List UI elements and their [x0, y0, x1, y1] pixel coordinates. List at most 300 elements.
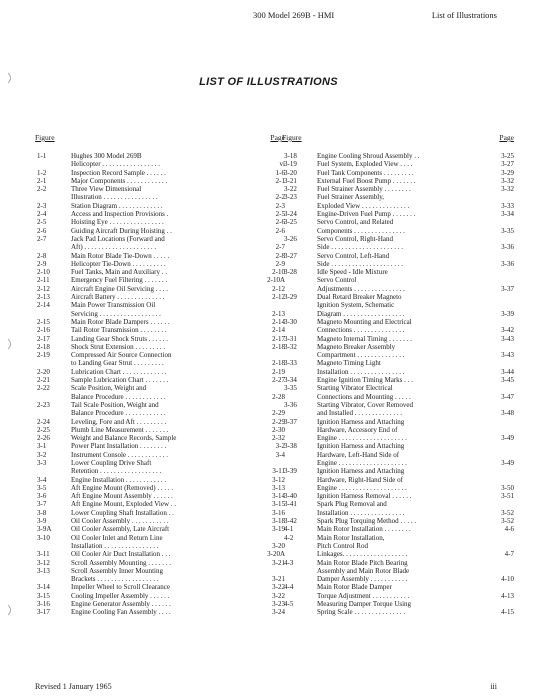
figure-number: 3-5 — [37, 483, 47, 492]
page-reference: 3-4 — [275, 450, 285, 459]
figure-number: 2-15 — [37, 317, 50, 326]
page-reference: 3-13 — [272, 483, 285, 492]
figure-caption: Fuel Strainer Assembly . . . . . . . . — [317, 185, 411, 194]
page-reference: 2-32 — [272, 434, 285, 443]
figure-caption: Engine-Driven Fuel Pump . . . . . . . — [317, 210, 416, 219]
figure-number: 3-33 — [284, 359, 297, 368]
illustration-entry — [35, 185, 285, 202]
illustration-entry — [35, 210, 285, 218]
page-reference: 3-29 — [501, 168, 514, 177]
illustration-entry — [282, 600, 514, 617]
figure-caption: Fuel Tank Components . . . . . . . . . — [317, 168, 414, 177]
figure-caption: Lower Coupling Shaft Installation . . — [71, 508, 174, 517]
page-reference: 2-9 — [275, 259, 285, 268]
illustration-entry — [35, 550, 285, 558]
figure-number: 2-23 — [37, 400, 50, 409]
illustration-entry — [35, 517, 285, 525]
figure-caption: Servo Control, and Related Components . . . . . . . . . . . . . . . — [317, 218, 405, 235]
figure-number: 2-19 — [37, 351, 50, 360]
page-reference: 2-8 — [275, 251, 285, 260]
figure-caption: Main Power Transmission Oil Servicing . . . . . . . . . . . . . . . . . . — [71, 301, 161, 318]
illustration-entry — [35, 301, 285, 318]
figure-number: 3-25 — [284, 218, 297, 227]
figure-number: 2-26 — [37, 434, 50, 443]
page-reference: 2-14 — [272, 326, 285, 335]
page-reference: 3-47 — [501, 392, 514, 401]
page-reference: 3-36 — [501, 259, 514, 268]
page-reference: 3-11 — [272, 467, 285, 476]
page-reference: 2-3 — [275, 201, 285, 210]
column-header — [282, 134, 514, 144]
right-entry-list — [282, 152, 514, 617]
figure-caption: Ignition Harness and Attaching Hardware, Right-Hand Side of Engine . . . . . . . . . . . . . . . . . . . . — [317, 467, 407, 492]
page-reference: 4-10 — [501, 575, 514, 584]
figure-number: 3-38 — [284, 442, 297, 451]
figure-caption: Cooling Impeller Assembly . . . . . . — [71, 591, 170, 600]
illustration-entry — [35, 608, 285, 616]
page-reference: 3-2 — [275, 442, 285, 451]
figure-number: 3-4 — [37, 475, 47, 484]
illustration-entry — [35, 177, 285, 185]
figure-number: 2-12 — [37, 284, 50, 293]
illustration-entry — [282, 359, 514, 376]
illustration-entry — [35, 583, 285, 591]
figure-number: 2-22 — [37, 384, 50, 393]
figure-number: 3-21 — [284, 176, 297, 185]
illustration-entry — [282, 343, 514, 360]
page-reference: 2-10A — [267, 276, 285, 285]
illustration-entry — [35, 252, 285, 260]
figure-caption: Spark Plug Torquing Method . . . . . — [317, 517, 417, 526]
page-reference: 1-6 — [275, 168, 285, 177]
illustration-entry — [35, 227, 285, 235]
figure-caption: Main Rotor Blade Tie-Down . . . . . — [71, 251, 170, 260]
figure-number: 3-36 — [284, 400, 297, 409]
figure-caption: Emergency Fuel Filtering . . . . . . . — [71, 276, 168, 285]
figure-number: 3-28 — [284, 268, 297, 277]
figure-number: 1-2 — [37, 168, 47, 177]
page-title: LIST OF ILLUSTRATIONS — [199, 76, 338, 88]
illustration-entry — [35, 260, 285, 268]
figure-caption: Engine Generator Assembly . . . . . . — [71, 600, 171, 609]
figure-number: 3-19 — [284, 160, 297, 169]
figure-caption: Oil Cooler Assembly . . . . . . . . . . . — [71, 517, 169, 526]
page-reference: 3-48 — [501, 409, 514, 418]
figure-caption: Fuel Tanks, Main and Auxiliary . . — [71, 268, 168, 277]
page-reference: 2-14 — [272, 317, 285, 326]
figure-column-label: Figure — [282, 133, 302, 142]
illustration-entry — [282, 559, 514, 584]
figure-caption: External Fuel Boost Pump . . . . . . . — [317, 176, 416, 185]
illustration-entry — [35, 451, 285, 459]
illustration-entry — [282, 376, 514, 384]
figure-number: 2-4 — [37, 210, 47, 219]
left-entry-list — [35, 152, 285, 617]
illustration-entry — [35, 525, 285, 533]
illustration-entry — [35, 592, 285, 600]
figure-caption: Fuel System, Exploded View . . . . — [317, 160, 413, 169]
page-reference: 2-19 — [272, 367, 285, 376]
page-reference: 2-30 — [272, 425, 285, 434]
figure-caption: Engine Cooling Shroud Assembly . . — [317, 152, 420, 160]
illustration-entry — [35, 476, 285, 484]
page-reference: 3-49 — [501, 458, 514, 467]
page-reference: 3-24 — [272, 608, 285, 617]
figure-number: 3-40 — [284, 492, 297, 501]
page-reference: 2-13 — [272, 309, 285, 318]
page-reference: 3-20A — [267, 550, 285, 559]
figure-caption: Main Rotor Installation . . . . . . . . — [317, 525, 411, 534]
figure-number: 2-10 — [37, 268, 50, 277]
page-reference: 3-22 — [272, 583, 285, 592]
figure-caption: Dual Retard Breaker Magneto Ignition System, Schematic Diagram . . . . . . . . . . . . . . . . . . — [317, 293, 405, 318]
figure-caption: Three View Dimensional Illustration . . . . . . . . . . . . . . . . — [71, 185, 158, 202]
page-column-label: Page — [270, 133, 285, 142]
figure-caption: Aircraft Battery . . . . . . . . . . . . . . — [71, 293, 165, 302]
figure-number: 3-14 — [37, 583, 50, 592]
figure-caption: Instrument Console . . . . . . . . . . . . — [71, 450, 169, 459]
page-reference: 2-29 — [272, 409, 285, 418]
page-reference: 2-12 — [272, 293, 285, 302]
illustration-entry — [282, 467, 514, 492]
figure-caption: Hughes 300 Model 269B Helicopter . . . . . . . . . . . . . . . . . — [71, 152, 161, 169]
page-reference: 2-18 — [272, 342, 285, 351]
illustration-entry — [35, 285, 285, 293]
margin-mark-icon — [6, 604, 14, 616]
page-column-label: Page — [499, 133, 514, 142]
figure-number: 3-39 — [284, 467, 297, 476]
figure-caption: Idle Speed - Idle Mixture Servo Control Adjustments . . . . . . . . . . . . . . . — [317, 268, 405, 293]
figure-caption: Major Components . . . . . . . . . . . . — [71, 176, 168, 185]
illustration-entry — [35, 492, 285, 500]
page-reference: 4-15 — [501, 608, 514, 617]
page-reference: 3-27 — [501, 160, 514, 169]
figure-caption: Measuring Damper Torque Using Spring Scale . . . . . . . . . . . . . . . — [317, 600, 412, 617]
figure-number: 3-30 — [284, 317, 297, 326]
illustration-entry — [35, 293, 285, 301]
page-reference: 3-51 — [501, 492, 514, 501]
page-reference: 4-6 — [504, 525, 514, 534]
illustration-entry — [35, 335, 285, 343]
figure-number: 2-3 — [37, 201, 47, 210]
figure-caption: Engine Ignition Timing Marks . . . — [317, 376, 413, 385]
page-reference: 2-12 — [272, 284, 285, 293]
figure-caption: Tail Rotor Transmission . . . . . . . . — [71, 326, 167, 335]
figure-number: 1-1 — [37, 152, 47, 160]
figure-caption: Starting Vibrator Electrical Connections and Mounting . . . . . — [317, 384, 411, 401]
figure-number: 3-7 — [37, 500, 47, 509]
illustration-entry — [35, 318, 285, 326]
illustration-entry — [35, 384, 285, 401]
illustration-entry — [282, 534, 514, 559]
illustration-entry — [35, 567, 285, 584]
page-reference: 3-36 — [501, 243, 514, 252]
illustration-entry — [35, 276, 285, 284]
page-reference: 2-5 — [275, 210, 285, 219]
figure-number: 3-16 — [37, 600, 50, 609]
illustration-entry — [35, 368, 285, 376]
figure-number: 3-9A — [37, 525, 52, 534]
figure-number: 3-32 — [284, 342, 297, 351]
figure-number: 3-37 — [284, 417, 297, 426]
figure-number: 3-18 — [284, 152, 297, 160]
page-reference: 3-42 — [501, 326, 514, 335]
figure-number: 2-6 — [37, 226, 47, 235]
figure-caption: Plumb Line Measurement . . . . . . . — [71, 425, 169, 434]
figure-number: 3-3 — [37, 458, 47, 467]
illustration-entry — [282, 210, 514, 218]
figure-number: 3-11 — [37, 550, 50, 559]
figure-caption: Compressed Air Source Connection to Landing Gear Strut . . . . . . . . . — [71, 351, 172, 368]
figure-caption: Landing Gear Shock Struts . . . . . . — [71, 334, 169, 343]
page-reference: vi — [279, 160, 285, 169]
figure-caption: Access and Inspection Provisions . — [71, 210, 169, 219]
page-reference: 3-22 — [272, 591, 285, 600]
figure-number: 3-8 — [37, 508, 47, 517]
illustration-entry — [282, 335, 514, 343]
figure-caption: Shock Strut Extension . . . . . . . . . — [71, 342, 166, 351]
figure-number: 3-17 — [37, 608, 50, 617]
illustration-entry — [35, 343, 285, 351]
figure-caption: Hoisting Eye . . . . . . . . . . . . . . . . — [71, 218, 164, 227]
page-reference: 4-7 — [504, 550, 514, 559]
figure-number: 3-6 — [37, 492, 47, 501]
figure-caption: Magneto Mounting and Electrical Connections . . . . . . . . . . . . . . . — [317, 317, 412, 335]
page-reference: 3-20 — [272, 541, 285, 550]
page-reference: 3-44 — [501, 367, 514, 376]
figure-caption: Main Rotor Blade Damper Torque Adjustment . . . . . . . . . . . — [317, 583, 410, 600]
figure-number: 3-22 — [284, 185, 297, 194]
page-reference: 2-28 — [272, 392, 285, 401]
illustration-entry — [282, 185, 514, 193]
page-reference: 3-45 — [501, 376, 514, 385]
figure-caption: Magneto Breaker Assembly Compartment . . . . . . . . . . . . . . — [317, 342, 405, 360]
illustration-entry — [282, 268, 514, 293]
figure-number: 3-1 — [37, 442, 47, 451]
figure-caption: Main Rotor Blade Pitch Bearing Assembly and Main Rotor Blade Damper Assembly . . . . . . . . . . . — [317, 558, 410, 584]
figure-number: 2-18 — [37, 342, 50, 351]
figure-number: 3-15 — [37, 591, 50, 600]
illustration-entry — [282, 293, 514, 318]
figure-caption: Ignition Harness and Attaching Hardware, Accessory End of Engine . . . . . . . . . . . . . . . . . . . . — [317, 417, 407, 443]
page-reference: 2-7 — [275, 243, 285, 252]
page-reference: 3-50 — [501, 483, 514, 492]
illustration-entry — [282, 517, 514, 525]
figure-caption: Sample Lubrication Chart . . . . . . . — [71, 376, 169, 385]
figure-caption: Starting Vibrator, Cover Removed and Installed . . . . . . . . . . . . . . — [317, 400, 413, 418]
figure-number: 2-2 — [37, 185, 47, 194]
illustration-entry — [282, 252, 514, 269]
figure-caption: Jack Pad Locations (Forward and Aft) . . . . . . . . . . . . . . . . . . . . . — [71, 234, 165, 252]
figure-number: 3-23 — [284, 193, 297, 202]
figure-number: 3-26 — [284, 234, 297, 243]
page-reference: 3-21 — [272, 575, 285, 584]
page-reference: 3-21 — [272, 558, 285, 567]
page-reference: 3-25 — [501, 152, 514, 160]
left-column — [35, 134, 285, 617]
illustration-entry — [282, 525, 514, 533]
page-reference: 3-16 — [272, 508, 285, 517]
illustration-entry — [35, 534, 285, 551]
figure-number: 3-27 — [284, 251, 297, 260]
figure-caption: Helicopter Tie-Down . . . . . . . . . . — [71, 259, 166, 268]
figure-number: 2-24 — [37, 417, 50, 426]
illustration-entry — [35, 152, 285, 169]
revision-date: Revised 1 January 1965 — [35, 682, 112, 691]
figure-number: 4-1 — [284, 525, 294, 534]
illustration-entry — [35, 442, 285, 450]
illustration-entry — [282, 401, 514, 418]
page-reference: 3-37 — [501, 284, 514, 293]
page-reference: 3-19 — [272, 525, 285, 534]
page-reference: 4-13 — [501, 591, 514, 600]
figure-caption: Impeller Wheel to Scroll Clearance — [71, 583, 170, 592]
page-reference: 3-14 — [272, 492, 285, 501]
page-reference: 2-18 — [272, 359, 285, 368]
figure-number: 2-17 — [37, 334, 50, 343]
figure-caption: Guiding Aircraft During Hoisting . . — [71, 226, 172, 235]
illustration-entry — [35, 600, 285, 608]
figure-caption: Lower Coupling Drive Shaft Retention . . . . . . . . . . . . . . . . . . — [71, 458, 162, 476]
illustration-entry — [35, 459, 285, 476]
illustration-entry — [282, 442, 514, 467]
figure-caption: Servo Control, Left-Hand Side . . . . . . . . . . . . . . . . . . . . . — [317, 251, 403, 268]
illustration-entry — [35, 500, 285, 508]
figure-number: 3-13 — [37, 566, 50, 575]
illustration-entry — [282, 169, 514, 177]
page-reference: 3-52 — [501, 508, 514, 517]
figure-number: 2-14 — [37, 301, 50, 310]
illustration-entry — [282, 418, 514, 443]
figure-caption: Station Diagram . . . . . . . . . . . . . — [71, 201, 163, 210]
figure-caption: Aft Engine Mount, Exploded View . . — [71, 500, 177, 509]
illustration-entry — [282, 160, 514, 168]
page-reference: 3-23 — [272, 600, 285, 609]
figure-column-label: Figure — [35, 133, 55, 142]
document-title: 300 Model 269B - HMI — [253, 10, 335, 20]
illustration-entry — [35, 434, 285, 442]
page-reference: 3-43 — [501, 334, 514, 343]
figure-caption: Tail Scale Position, Weight and Balance Procedure . . . . . . . . . . . . — [71, 400, 166, 418]
page-reference: 3-35 — [501, 226, 514, 235]
illustration-entry — [35, 559, 285, 567]
figure-caption: Ignition Harness Removal . . . . . . — [317, 492, 412, 501]
figure-caption: Spark Plug Removal and Installation . . . . . . . . . . . . . . . . — [317, 500, 405, 517]
illustration-entry — [282, 218, 514, 235]
figure-number: 3-29 — [284, 293, 297, 302]
figure-caption: Magneto Timing Light Installation . . . . . . . . . . . . . . . . — [317, 359, 405, 376]
illustration-entry — [282, 152, 514, 160]
figure-caption: Engine Installation . . . . . . . . . . . . — [71, 475, 167, 484]
page-reference: 2-6 — [275, 226, 285, 235]
illustration-entry — [282, 235, 514, 252]
page-reference: 3-34 — [501, 210, 514, 219]
illustration-entry — [35, 401, 285, 418]
figure-caption: Weight and Balance Records, Sample — [71, 434, 177, 443]
figure-number: 3-24 — [284, 210, 297, 219]
figure-caption: Scroll Assembly Mounting . . . . . . . — [71, 558, 171, 567]
page-reference: 2-1 — [275, 176, 285, 185]
illustration-entry — [35, 218, 285, 226]
figure-caption: Oil Cooler Inlet and Return Line Installation . . . . . . . . . . . . . . . . — [71, 533, 163, 550]
illustration-entry — [35, 376, 285, 384]
illustration-entry — [35, 418, 285, 426]
page-reference: 2-2 — [275, 193, 285, 202]
page-reference: 2-29 — [272, 417, 285, 426]
figure-number: 4-3 — [284, 558, 294, 567]
figure-caption: Servo Control, Right-Hand Side . . . . . . . . . . . . . . . . . . . . . — [317, 234, 403, 252]
figure-caption: Lubrication Chart . . . . . . . . . . . . . — [71, 367, 167, 376]
column-header — [35, 134, 285, 144]
figure-caption: Engine Cooling Fan Assembly . . . . — [71, 608, 171, 617]
figure-caption: Magneto Internal Timing . . . . . . . — [317, 334, 412, 343]
illustration-entry — [35, 326, 285, 334]
illustration-entry — [35, 484, 285, 492]
page-reference: 3-39 — [501, 309, 514, 318]
figure-number: 2-20 — [37, 367, 50, 376]
margin-mark-icon — [6, 338, 14, 350]
figure-number: 3-41 — [284, 500, 297, 509]
page-reference: 3-52 — [501, 517, 514, 526]
page-number: iii — [490, 682, 497, 691]
section-title: List of Illustrations — [431, 10, 497, 20]
page-reference: 3-43 — [501, 351, 514, 360]
figure-number: 3-9 — [37, 517, 47, 526]
illustration-entry — [35, 268, 285, 276]
figure-number: 2-16 — [37, 326, 50, 335]
illustration-entry — [35, 509, 285, 517]
page-reference: 3-49 — [501, 434, 514, 443]
figure-number: 2-7 — [37, 234, 47, 243]
figure-number: 2-9 — [37, 259, 47, 268]
figure-number: 3-12 — [37, 558, 50, 567]
figure-caption: Leveling, Fore and Aft . . . . . . . . . — [71, 417, 167, 426]
figure-number: 2-25 — [37, 425, 50, 434]
figure-caption: Power Plant Installation . . . . . . . . — [71, 442, 167, 451]
illustration-entry — [35, 426, 285, 434]
figure-number: 3-35 — [284, 384, 297, 393]
illustration-entry — [282, 500, 514, 517]
figure-number: 4-4 — [284, 583, 294, 592]
figure-number: 2-8 — [37, 251, 47, 260]
figure-caption: Aft Engine Mount (Removed) . . . . . — [71, 483, 174, 492]
figure-number: 3-42 — [284, 517, 297, 526]
running-header — [0, 10, 537, 24]
page-reference: 2-27 — [272, 376, 285, 385]
figure-caption: Scale Position, Weight and Balance Procedure . . . . . . . . . . . . — [71, 384, 166, 401]
figure-number: 3-2 — [37, 450, 47, 459]
page-reference: 3-32 — [501, 176, 514, 185]
page-reference: 3-18 — [272, 517, 285, 526]
figure-caption: Scroll Assembly Inner Mounting Brackets . . . . . . . . . . . . . . . . . . — [71, 566, 163, 584]
illustration-entry — [282, 177, 514, 185]
figure-caption: Main Rotor Installation, Pitch Control Rod Linkages. . . . . . . . . . . . . . . . . . . — [317, 533, 408, 559]
figure-number: 2-13 — [37, 293, 50, 302]
figure-number: 2-5 — [37, 218, 47, 227]
page-reference: 3-32 — [501, 185, 514, 194]
illustration-entry — [282, 583, 514, 600]
illustration-entry — [35, 235, 285, 252]
page-reference: 2-17 — [272, 334, 285, 343]
page-reference: 3-33 — [501, 201, 514, 210]
figure-number: 2-1 — [37, 176, 47, 185]
illustration-entry — [35, 169, 285, 177]
figure-number: 3-20 — [284, 168, 297, 177]
illustration-entry — [282, 318, 514, 335]
figure-caption: Aft Engine Mount Assembly . . . . . . — [71, 492, 173, 501]
figure-number: 2-11 — [37, 276, 50, 285]
right-column — [282, 134, 514, 617]
